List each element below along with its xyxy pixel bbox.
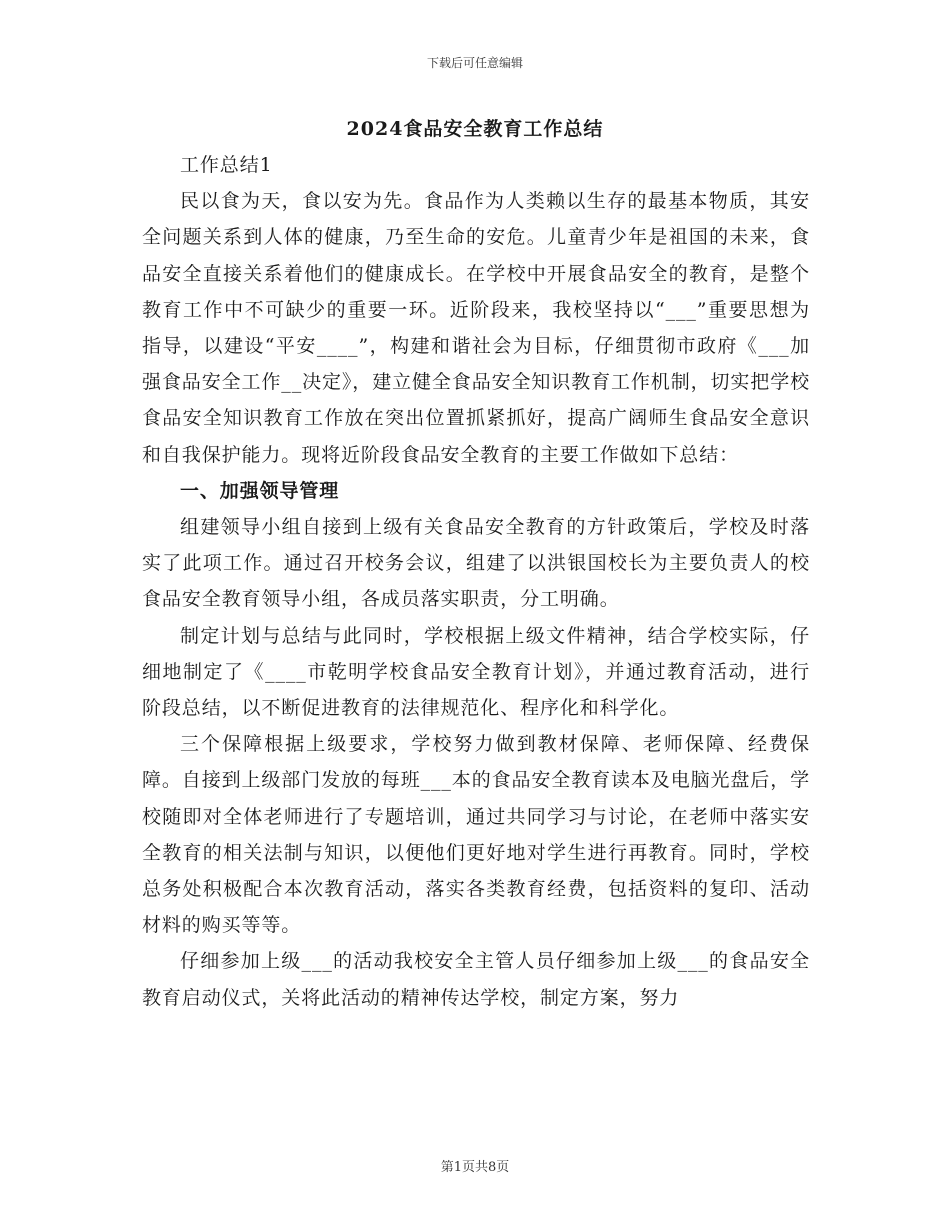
paragraph-activity: 仔细参加上级___的活动我校安全主管人员仔细参加上级___的食品安全教育启动仪式，关将此活动的精神传达学校，制定方案，努力 [142,950,810,1009]
document-body [142,147,810,1016]
paragraph-plan: 制定计划与总结与此同时，学校根据上级文件精神，结合学校实际，仔细地制定了《____市乾明学校食品安全教育计划》，并通过教育活动，进行阶段总结，以不断促进教育的法律规范化、程序化和科学化。 [142,624,810,720]
paragraph-intro: 民以食为天，食以安为先。食品作为人类赖以生存的最基本物质，其安全问题关系到人体的健康，乃至生命的安危。儿童青少年是祖国的未来，食品安全直接关系着他们的健康成长。在学校中开展食品安全的教育，是整个教育工作中不可缺少的重要一环。近阶段来，我校坚持以“___”重要思想为指导，以建设“平安____”，构建和谐社会为目标，仔细贯彻市政府《___加强食品安全工作__决定》，建立健全食品安全知识教育工作机制，切实把学校食品安全知识教育工作放在突出位置抓紧抓好，提高广阔师生食品安全意识和自我保护能力。现将近阶段食品安全教育的主要工作做如下总结： [142,190,811,466]
header-note: 下载后可任意编辑 [426,56,523,70]
document-title: 2024食品安全教育工作总结 [346,118,604,140]
page-number: 第1页共8页 [440,1160,510,1175]
paragraph-guarantee: 三个保障根据上级要求，学校努力做到教材保障、老师保障、经费保障。自接到上级部门发放的每班___本的食品安全教育读本及电脑光盘后，学校随即对全体老师进行了专题培训，通过共同学习与讨论，在老师中落实安全教育的相关法制与知识，以便他们更好地对学生进行再教育。同时，学校总务处积极配合本次教育活动，落实各类教育经费，包括资料的复印、活动材料的购买等等。 [142,733,811,937]
paragraph-leadership: 组建领导小组自接到上级有关食品安全教育的方针政策后，学校及时落实了此项工作。通过召开校务会议，组建了以洪银国校长为主要负责人的校食品安全教育领导小组，各成员落实职责，分工明确。 [142,516,810,611]
paragraph-subtitle: 工作总结1 [180,154,273,176]
section-heading: 一、加强领导管理 [180,479,340,502]
